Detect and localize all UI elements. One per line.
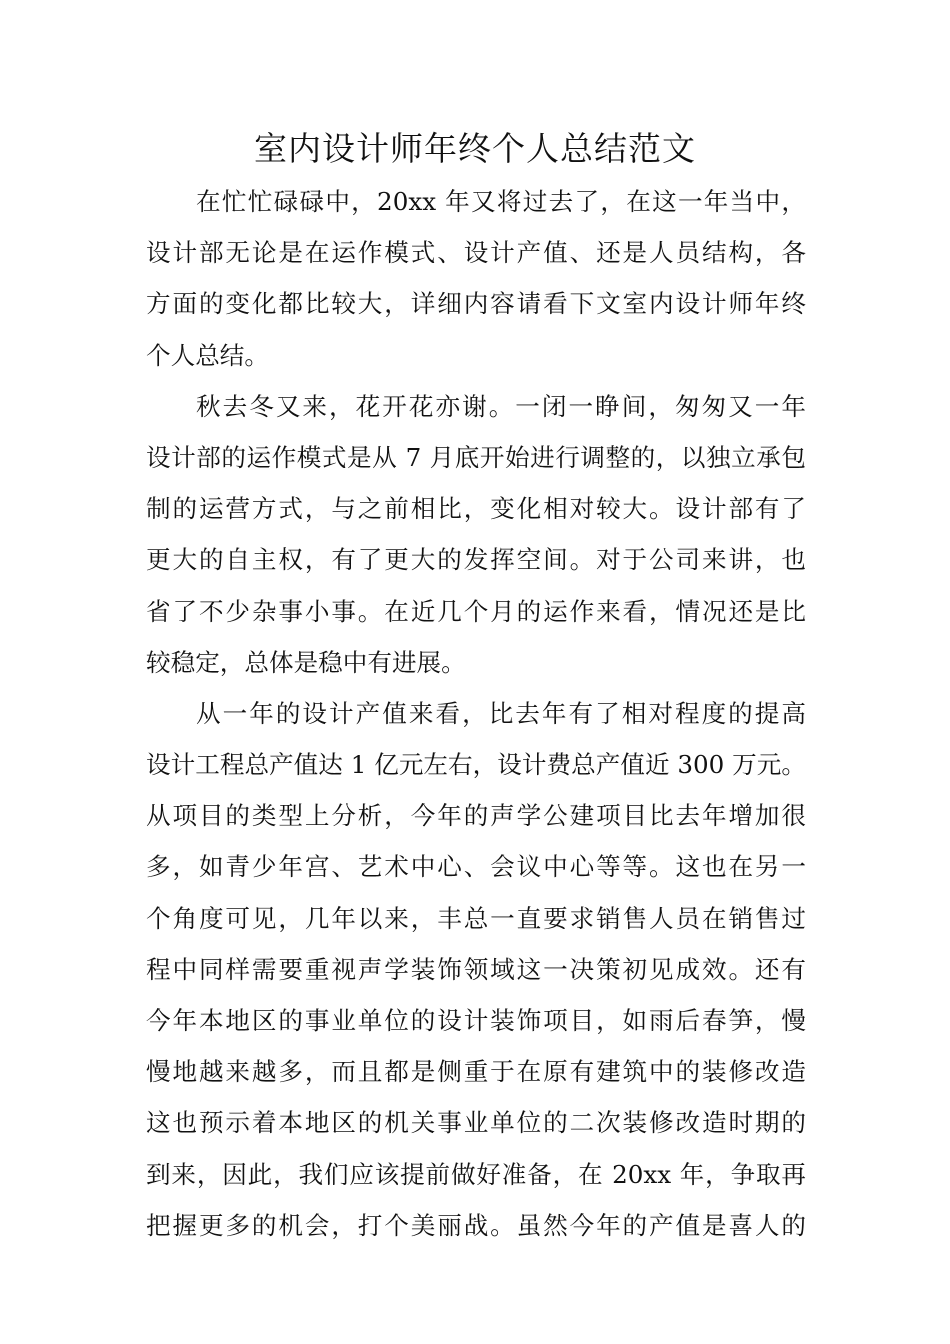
text-line: 这也预示着本地区的机关事业单位的二次装修改造时期的 xyxy=(146,1108,806,1138)
text-line: 更大的自主权，有了更大的发挥空间。对于公司来讲，也 xyxy=(146,545,806,575)
document-body xyxy=(146,176,806,1251)
text-line: 在忙忙碌碌中，20xx 年又将过去了，在这一年当中， xyxy=(196,187,806,216)
text-line: 设计部的运作模式是从 7 月底开始进行调整的，以独立承包 xyxy=(146,442,806,472)
text-line: 个人总结。 xyxy=(146,340,269,370)
text-line: 从一年的设计产值来看，比去年有了相对程度的提高 xyxy=(196,698,806,728)
text-line: 到来，因此，我们应该提前做好准备，在 20xx 年，争取再 xyxy=(146,1159,806,1189)
text-line: 多，如青少年宫、艺术中心、会议中心等等。这也在另一 xyxy=(146,852,806,882)
text-line: 设计工程总产值达 1 亿元左右，设计费总产值近 300 万元。 xyxy=(146,750,806,780)
text-line: 慢地越来越多，而且都是侧重于在原有建筑中的装修改造 xyxy=(146,1057,806,1087)
text-line: 秋去冬又来，花开花亦谢。一闭一睁间，匆匆又一年 xyxy=(196,391,806,421)
text-line: 方面的变化都比较大，详细内容请看下文室内设计师年终 xyxy=(146,289,806,319)
text-line: 从项目的类型上分析，今年的声学公建项目比去年增加很 xyxy=(146,801,806,831)
text-line: 设计部无论是在运作模式、设计产值、还是人员结构，各 xyxy=(146,238,806,268)
text-line: 省了不少杂事小事。在近几个月的运作来看，情况还是比 xyxy=(146,596,806,626)
text-line: 把握更多的机会，打个美丽战。虽然今年的产值是喜人的 xyxy=(146,1210,806,1240)
text-line: 制的运营方式，与之前相比，变化相对较大。设计部有了 xyxy=(146,494,806,524)
text-line: 今年本地区的事业单位的设计装饰项目，如雨后春笋，慢 xyxy=(146,1006,806,1035)
text-line: 个角度可见，几年以来，丰总一直要求销售人员在销售过 xyxy=(146,903,806,933)
text-line: 较稳定，总体是稳中有进展。 xyxy=(146,647,466,677)
document-title: 室内设计师年终个人总结范文 xyxy=(254,129,696,168)
text-line: 程中同样需要重视声学装饰领域这一决策初见成效。还有 xyxy=(146,954,806,984)
